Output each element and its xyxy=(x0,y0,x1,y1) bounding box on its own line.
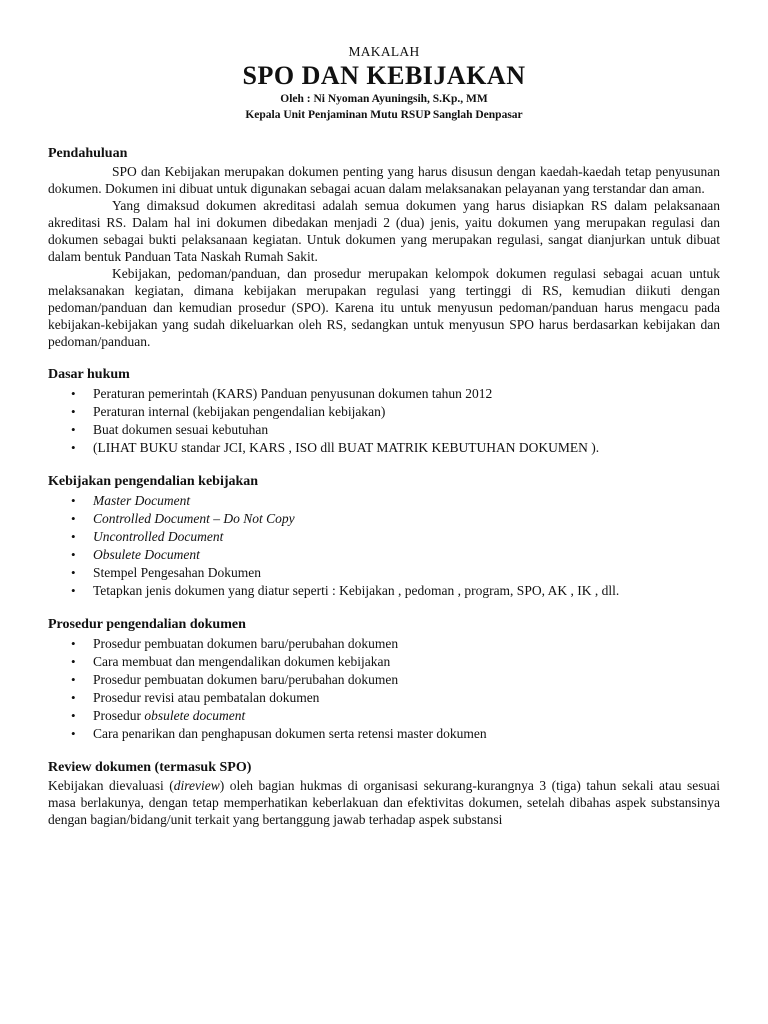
bullet-icon: • xyxy=(71,708,76,723)
section-heading: Dasar hukum xyxy=(48,367,130,382)
bullet-icon: • xyxy=(71,386,76,401)
list-item: • Peraturan pemerintah (KARS) Panduan penyusunan dokumen tahun 2012 xyxy=(71,386,493,401)
list-item: • Tetapkan jenis dokumen yang diatur seperti : Kebijakan , pedoman , program, SPO, AK , IK , dll. xyxy=(71,583,620,598)
author-position: Kepala Unit Penjaminan Mutu RSUP Sanglah Denpasar xyxy=(245,109,523,121)
bullet-icon: • xyxy=(71,583,76,598)
paragraph: Yang dimaksud dokumen akreditasi adalah semua dokumen yang harus disiapkan RS dalam pelaksanaan akreditasi RS. Dalam hal ini dokumen dibedakan menjadi 2 (dua) jenis, yaitu dokumen yang merupakan regulasi dan dokumen sebagai bukti pelaksanaan kegiatan. Untuk dokumen yang merupakan regulasi, sangat dianjurkan untuk dibuat dalam bentuk Panduan Tata Naskah Rumah Sakit. xyxy=(48,198,720,264)
list-item: • Prosedur obsulete document xyxy=(71,708,246,723)
document-title: SPO DAN KEBIJAKAN xyxy=(242,61,526,90)
section-heading: Kebijakan pengendalian kebijakan xyxy=(48,474,259,489)
bullet-icon: • xyxy=(71,440,76,455)
section-prosedur-pengendalian xyxy=(48,616,720,743)
list-item: • Obsulete Document xyxy=(71,547,200,562)
bullet-icon: • xyxy=(71,547,76,562)
bullet-icon: • xyxy=(71,422,76,437)
list-item: • Prosedur pembuatan dokumen baru/perubahan dokumen xyxy=(71,636,399,651)
bullet-icon: • xyxy=(71,511,76,526)
list-item: • Master Document xyxy=(71,493,191,508)
paragraph: SPO dan Kebijakan merupakan dokumen penting yang harus disusun dengan kaedah-kaedah tetap penyusunan dokumen. Dokumen ini dibuat untuk digunakan sebagai acuan dalam melaksanakan pelayanan yang terstandar dan aman. xyxy=(48,164,720,196)
list-item: • Cara penarikan dan penghapusan dokumen serta retensi master dokumen xyxy=(71,726,487,741)
list-item: • Stempel Pengesahan Dokumen xyxy=(71,565,261,580)
paragraph: Kebijakan, pedoman/panduan, dan prosedur merupakan kelompok dokumen regulasi sebagai acuan untuk melaksanakan kegiatan, dimana kebijakan merupakan regulasi yang tertinggi di RS, kemudian diikuti dengan pedoman/panduan dan kemudian prosedur (SPO). Karena itu untuk menyusun pedoman/panduan harus mengacu pada kebijakan-kebijakan yang sudah dikeluarkan oleh RS, sedangkan untuk menyusun SPO harus berdasarkan kebijakan dan pedoman/panduan. xyxy=(48,266,720,349)
section-kebijakan-pengendalian xyxy=(48,473,720,600)
bullet-icon: • xyxy=(71,654,76,669)
section-review xyxy=(48,759,720,828)
list-item: • Prosedur revisi atau pembatalan dokumen xyxy=(71,690,320,705)
list-item: • Prosedur pembuatan dokumen baru/perubahan dokumen xyxy=(71,672,399,687)
bullet-icon: • xyxy=(71,636,76,651)
bullet-icon: • xyxy=(71,404,76,419)
bullet-icon: • xyxy=(71,529,76,544)
bullet-icon: • xyxy=(71,672,76,687)
section-heading: Pendahuluan xyxy=(48,146,128,161)
section-heading: Review dokumen (termasuk SPO) xyxy=(48,760,252,775)
section-heading: Prosedur pengendalian dokumen xyxy=(48,617,246,632)
list-item: • Buat dokumen sesuai kebutuhan xyxy=(71,422,269,437)
bullet-icon: • xyxy=(71,726,76,741)
bullet-icon: • xyxy=(71,690,76,705)
section-pendahuluan xyxy=(48,145,720,350)
list-item: • Uncontrolled Document xyxy=(71,529,224,544)
list-item: • Peraturan internal (kebijakan pengendalian kebijakan) xyxy=(71,404,386,419)
list-item: • Cara membuat dan mengendalikan dokumen kebijakan xyxy=(71,654,391,669)
bullet-icon: • xyxy=(71,565,76,580)
list-item: • (LIHAT BUKU standar JCI, KARS , ISO dll BUAT MATRIK KEBUTUHAN DOKUMEN ). xyxy=(71,440,600,455)
section-dasar-hukum xyxy=(48,366,720,457)
author-line: Oleh : Ni Nyoman Ayuningsih, S.Kp., MM xyxy=(280,93,488,105)
bullet-list xyxy=(48,492,720,600)
bullet-list xyxy=(48,635,720,743)
document-kicker: MAKALAH xyxy=(348,44,420,59)
list-item: • Controlled Document – Do Not Copy xyxy=(71,511,295,526)
bullet-icon: • xyxy=(71,493,76,508)
paragraph: Kebijakan dievaluasi (direview) oleh bagian hukmas di organisasi sekurang-kurangnya 3 (tiga) tahun sekali atau sesuai masa berlakunya, dengan tetap memperhatikan keberlakuan dan efektivitas dokumen, setelah dibahas aspek substansinya dengan bagian/bidang/unit terkait yang bertanggung jawab terhadap aspek substansi xyxy=(48,778,720,827)
bullet-list xyxy=(48,385,720,457)
